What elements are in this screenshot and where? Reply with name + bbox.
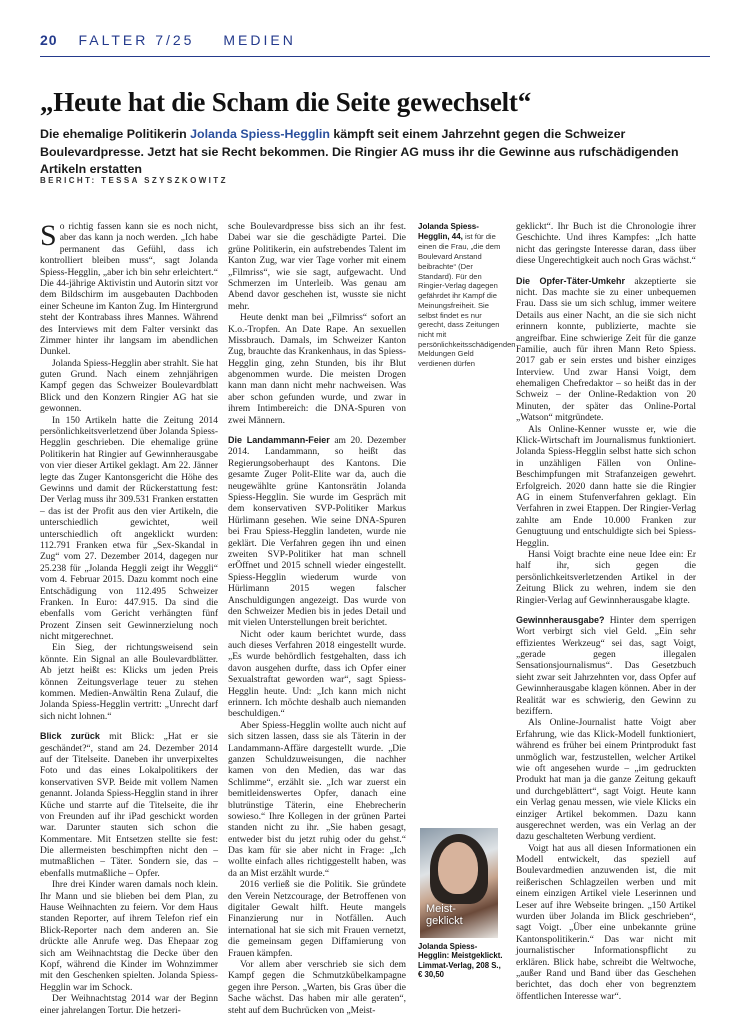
page-header [40,32,710,54]
column-1 [40,219,218,1017]
paragraph: Heute denkt man bei „Filmriss“ sofort an K.o.-Tropfen. An Date Rape. An sexuellen Missbrauch. Damals, im Schweizer Kanton Zug, brauchte das Krankenhaus, in das Spiess-Hegglin ging, zehn Stunden, bis ihr Blut abgenommen wurde. Die meisten Drogen kann man dann nicht mehr nachweisen. Was aber schon gefunden wurde, und zwar in ihrem Intimbereich: die DNA-Spuren von zwei Männern. [228,313,406,426]
headline: „Heute hat die Scham die Seite gewechselt“ [40,87,532,117]
paragraph: Nicht oder kaum berichtet wurde, dass auch dieses Verfahren 2018 eingestellt wurde. „Es wurde behördlich festgehalten, dass ich davon ausgehen durfte, dass ich Opfer einer Sexualstraftat geworden war“, sagt Spiess-Hegglin heute. Und: „Ich kann mich nicht erinnern. Ich möchte deshalb auch niemanden beschuldigen.“ [228,629,406,720]
paragraph: 2016 verließ sie die Politik. Sie gründete den Verein Netzcourage, der Betroffenen von digitaler Gewalt hilft. Heute mangels Finanzierung nur in Notfällen. Auch international hat sie sich mit Frauen vernetzt, die gemeinsam gegen Diffamierung von Frauen kämpfen. [228,880,406,959]
paragraph: Als Online-Journalist hatte Voigt aber Erfahrung, wie das Klick-Modell funktioniert, während es früher bei einem Printprodukt fast unmöglich war, festzustellen, welcher Artikel wie oft angesehen wurde – „im gedruckten Produkt hat man ja die ganze Zeitung gekauft und durchgeblättert“, sagt Voigt. Heute kann ein Verlag genau messen, wie viele Klicks ein einziger Artikel bekommen. Dazu kann ausgerechnet werden, was ein Verlag an der dazu geschalteten Werbung verdient. [516,718,696,843]
paragraph: Die Landammann-Feier am 20. Dezember 2014. Landammann, so heißt das Regierungsoberhaupt des Kantons. Die gesamte Zuger Polit-Elite war da, auch die neugewählte grüne Kantonsrätin Jolanda Spiess-Hegglin. Sie wurde im Gespräch mit dem konservativen SVP-Politiker Markus Hürlimann gesehen. Wie seine DNA-Spuren bei Frau Spiess-Hegglin landeten, wurde nie geklärt. Die Verfahren gegen ihn und einen zweiten SVP-Politiker hat man schnell erÖffnet und 2015 schnell wieder eingestellt. Spiess-Hegglin wiederum wurde von Hürlimann 2015 wegen falscher Anschuldigungen angezeigt. Das wurde von den Schweizer Medien bis in jedes Detail und mit vielen Unterstellungen breit berichtet. [228,435,406,629]
paragraph: Ihre drei Kinder waren damals noch klein. Ihr Mann und sie blieben bei dem Plan, zu Hause Weihnachten zu feiern. Vor dem Haus standen Reporter, auf ihrem Telefon rief ein Blick-Reporter nach dem anderen an. Sie drückte alle Anrufe weg. Das Ehepaar zog sich am Weihnachtstag die Decke über den Kopf, während die Kinder im Wohnzimmer mit den Geschenken spielten. Jolanda Spiess-Hegglin war im Schock. [40,880,218,993]
column-2 [228,222,406,1017]
lede [40,126,712,179]
lede-part-2: kämpft seit einem Jahrzehnt gegen die Schweizer Boulevardpresse. Jetzt hat sie Recht bekommen. Die Ringier AG muss ihr die Gewinne aus rufschädigenden Artikeln erstatten [40,127,679,177]
section-name: MEDIEN [223,32,296,48]
paragraph: Ein Sieg, der richtungsweisend sein könnte. Ein Signal an alle Boulevardblätter. Ab jetzt heißt es: Klicks um jeden Preis können Zeitungsverlage teuer zu stehen kommen. Medien-Anwältin Rena Zulauf, die Jolanda Spiess-Hegglin vertritt: „Unrecht darf sich nicht lohnen.“ [40,643,218,722]
lede-name: Jolanda Spiess-Hegglin [190,127,330,141]
magazine-issue: FALTER 7/25 [78,32,195,48]
lede-part-1: Die ehemalige Politikerin [40,127,191,141]
column-4 [516,222,696,1003]
book-cover-image [420,828,498,938]
paragraph: Die Opfer-Täter-Umkehr akzeptierte sie nicht. Das machte sie zu einer unbequemen Frau. Dass sie um sich schlug, immer weitere Details aus einer Nacht, an die sie sich nicht erinnern konnte, publizierte, machte sie angreifbar. Eine schwierige Zeit für die ganze Familie, auch für ihren Mann Reto Spiess. 2017 gab er sein erstes und bisher einziges Interview. Und zwar Hansi Voigt, dem ehemaligen Chefredaktor – so heißt das in der Schweiz – der Online-Redaktion von 20 Minuten, der später das Online-Portal „Watson“ mitgründete. [516,275,696,424]
sidebar-note [418,222,516,369]
paragraph: Hansi Voigt brachte eine neue Idee ein: Er half ihr, sich gegen die persönlichkeitsverletzenden Artikel in der Zeitung Blick zu wehren, indem sie den Ringier-Verlag auf Gewinnherausgabe klagte. [516,549,696,606]
paragraph: Jolanda Spiess-Hegglin aber strahlt. Sie hat guten Grund. Nach einem zehnjährigen Kampf gegen das Schweizer Boulevardblatt Blick und den Konzern Ringier AG hat sie gewonnen. [40,358,218,415]
paragraph: Als Online-Kenner wusste er, wie die Klick-Wirtschaft im Journalismus funktioniert. Jolanda Spiess-Hegglin selbst hatte sich schon in unzähligen Fällen von Online-Beschimpfungen mit Strafanzeigen gewehrt. Erfolgreich. 2020 dann hatte sie die Ringier AG in einem Stufenverfahren geklagt. Ein Verfahren in zwei Etappen. Der Ringier-Verlag zahlte am Ende 10.000 Franken zur Genugtuung und entschuldigte sich bei Spiess-Hegglin. [516,424,696,549]
section-lead: Die Opfer-Täter-Umkehr [516,275,626,286]
page-number: 20 [40,32,58,48]
byline: BERICHT: TESSA SZYSZKOWITZ [40,176,228,185]
paragraph: Voigt hat aus all diesen Informationen ein Modell entwickelt, das speziell auf Boulevardmedien anzuwenden ist, die mit reißerischen Schlagzeilen werben und mit einem einzigen Artikel viele Leserinnen und Leser auf ihre Webseite bringen. „150 Artikel wurden über Jolanda im Blick geschrieben“, sagt Voigt. „Über eine unbekannte grüne Kantonspolitikerin.“ Das war nicht mit journalistischer Informationspflicht zu erklären. Blick habe, schreibt die Weltwoche, „außer Rand und Band über das Geschehen berichtet, das doch eher von begrenztem öffentlichen Interesse war“. [516,843,696,1002]
paragraph: sche Boulevardpresse biss sich an ihr fest. Dabei war sie die geschädigte Partei. Die grüne Politikerin, ein aufstrebendes Talent im Kanton Zug, war vier Tage vorher mit einem „Filmriss“, wie sie sagt, aufgewacht. Und Schmerzen im Unterleib. Was genau am Abend davor geschehen ist, wusste sie nicht mehr. [228,222,406,312]
portrait-face [438,842,478,894]
header-rule [40,56,710,57]
paragraph: Gewinnherausgabe? Hinter dem sperrigen Wort verbirgt sich viel Geld. „Ein sehr effizientes Werkzeug“ sei das, sagt Voigt, „gerade gegen illegalen Sensationsjournalismus“. Das Gesetzbuch sieht zwar seit Jahrzehnten vor, dass Opfer auf Gewinnherausgabe klagen können. Aber in der Realität war es schwierig, den Gewinn zu beziffern. [516,614,696,718]
paragraph: Blick zurück mit Blick: „Hat er sie geschändet?“, stand am 24. Dezember 2014 auf der Titelseite. Daneben ihr unverpixeltes Foto und das eines Lokalpolitikers der konservativen SVP. Beide mit vollem Namen genannt. Jolanda Spiess-Hegglin stand in ihrer Küche und starrte auf die Titelseite, die ihr von Freunden auf ihr iPad geschickt worden war. Darunter stauten sich schon die Kommentare. Mit Entsetzen stellte sie fest: Die allermeisten beschimpften nicht den – mutmaßlichen – Täter. Sondern sie, das – ebenfalls mutmaßliche – Opfer. [40,731,218,879]
sidebar-title: Jolanda Spiess-Hegglin, 44, [418,222,479,242]
paragraph: In 150 Artikeln hatte die Zeitung 2014 persönlichkeitsverletzend über Jolanda Spiess-Hegglin geschrieben. Die ehemalige grüne Politikerin hat Ringier auf Gewinnherausgabe von vier dieser Artikel geklagt. Am 22. Jänner legte das Zuger Kantonsgericht die Höhe des Gewinns und damit der Rückerstattung fest: Der Verlag muss ihr 309.531 Franken erstatten – das ist der Profit aus den vier Artikeln, die unterschiedlich gewichtet, weil unterschiedlich oft angeklickt wurden: 112.791 Franken etwa für „Sex-Skandal in Zug“ vom 27. Dezember 2014, dagegen nur 25.238 für „Jolanda Heggli zeigt ihr Weggli“ vom 4. Februar 2015. Dazu kommt noch eine Entschädigung von 112.495 Schweizer Franken. In Euro: 447.915. Da sind die ebenfalls vom Gericht verhängten fünf Prozent Zinsen seit Gewinnerzielung noch nicht mitgerechnet. [40,415,218,643]
book-caption: Jolanda Spiess-Hegglin: Meistgeklickt. Limmat-Verlag, 208 S., € 30,50 [418,942,503,980]
paragraph: So richtig fassen kann sie es noch nicht, aber das kann ja noch werden. „Ich habe permanent das Gefühl, dass ich kontrolliert bleiben muss“, sagt Jolanda Spiess-Hegglin, „aber ich bin sehr erleichtert.“ Die 44-jährige Aktivistin und Autorin sitzt vor dem Bildschirm im ausgebauten Dachboden einer Scheune im Kanton Zug. Im Hintergrund steht der Kontrabass ihres Mannes. Während des Interviews mit dem Falter versinkt das Zimmer hinter ihr langsam im abendlichen Dunkel. [40,219,218,358]
section-lead: Gewinnherausgabe? [516,614,605,625]
paragraph: Der Weihnachtstag 2014 war der Beginn einer jahrelangen Tortur. Die hetzeri- [40,994,218,1016]
paragraph: Aber Spiess-Hegglin wollte auch nicht auf sich sitzen lassen, dass sie als Täterin in der Landammann-Affäre dargestellt wurde. „Die ganzen Schuldzuweisungen, die nachher kamen von den Medien, das war das Schlimme“, erzählt sie. „Ich war zuerst ein bemitleidenswertes Opfer, danach eine blutrünstige Täterin, eine Ehebrecherin sowieso.“ Ihre Kollegen in der grünen Partei standen nicht zu ihr. „Sie haben gesagt, entweder bist du jetzt ruhig oder du gehst.“ Das kam für sie aber nicht in Frage: „Ich wollte einfach alles richtiggestellt haben, was da an Mist erzählt wurde.“ [228,720,406,879]
paragraph: Vor allem aber verschrieb sie sich dem Kampf gegen die Schmutzkübelkampagne gegen ihre Person. „Warten, bis Gras über die Sache wächst. Das haben mir alle geraten“, steht auf dem Buchrücken von „Meist- [228,960,406,1016]
drop-cap: S [40,219,57,252]
paragraph: geklickt“. Ihr Buch ist die Chronologie ihrer Geschichte. Und ihres Kampfes: „Ich hatte nicht das geringste Interesse daran, dass über diese Ungerechtigkeit auch noch Gras wächst.“ [516,222,696,267]
section-lead: Die Landammann-Feier [228,435,330,446]
book-cover-title: Meist- geklickt [426,903,463,927]
section-lead: Blick zurück [40,731,100,742]
sidebar-text: ist für die einen die Frau, „die dem Boulevard Anstand beibrachte“ (Der Standard). Für den Ringier-Verlag dagegen gefährdet ihr Kampf die Meinungsfreiheit. Sie selbst findet es nur gerecht, dass Zeitungen nicht mit persönlichkeitsschädigenden Meldungen Geld verdienen dürfen [418,232,516,369]
